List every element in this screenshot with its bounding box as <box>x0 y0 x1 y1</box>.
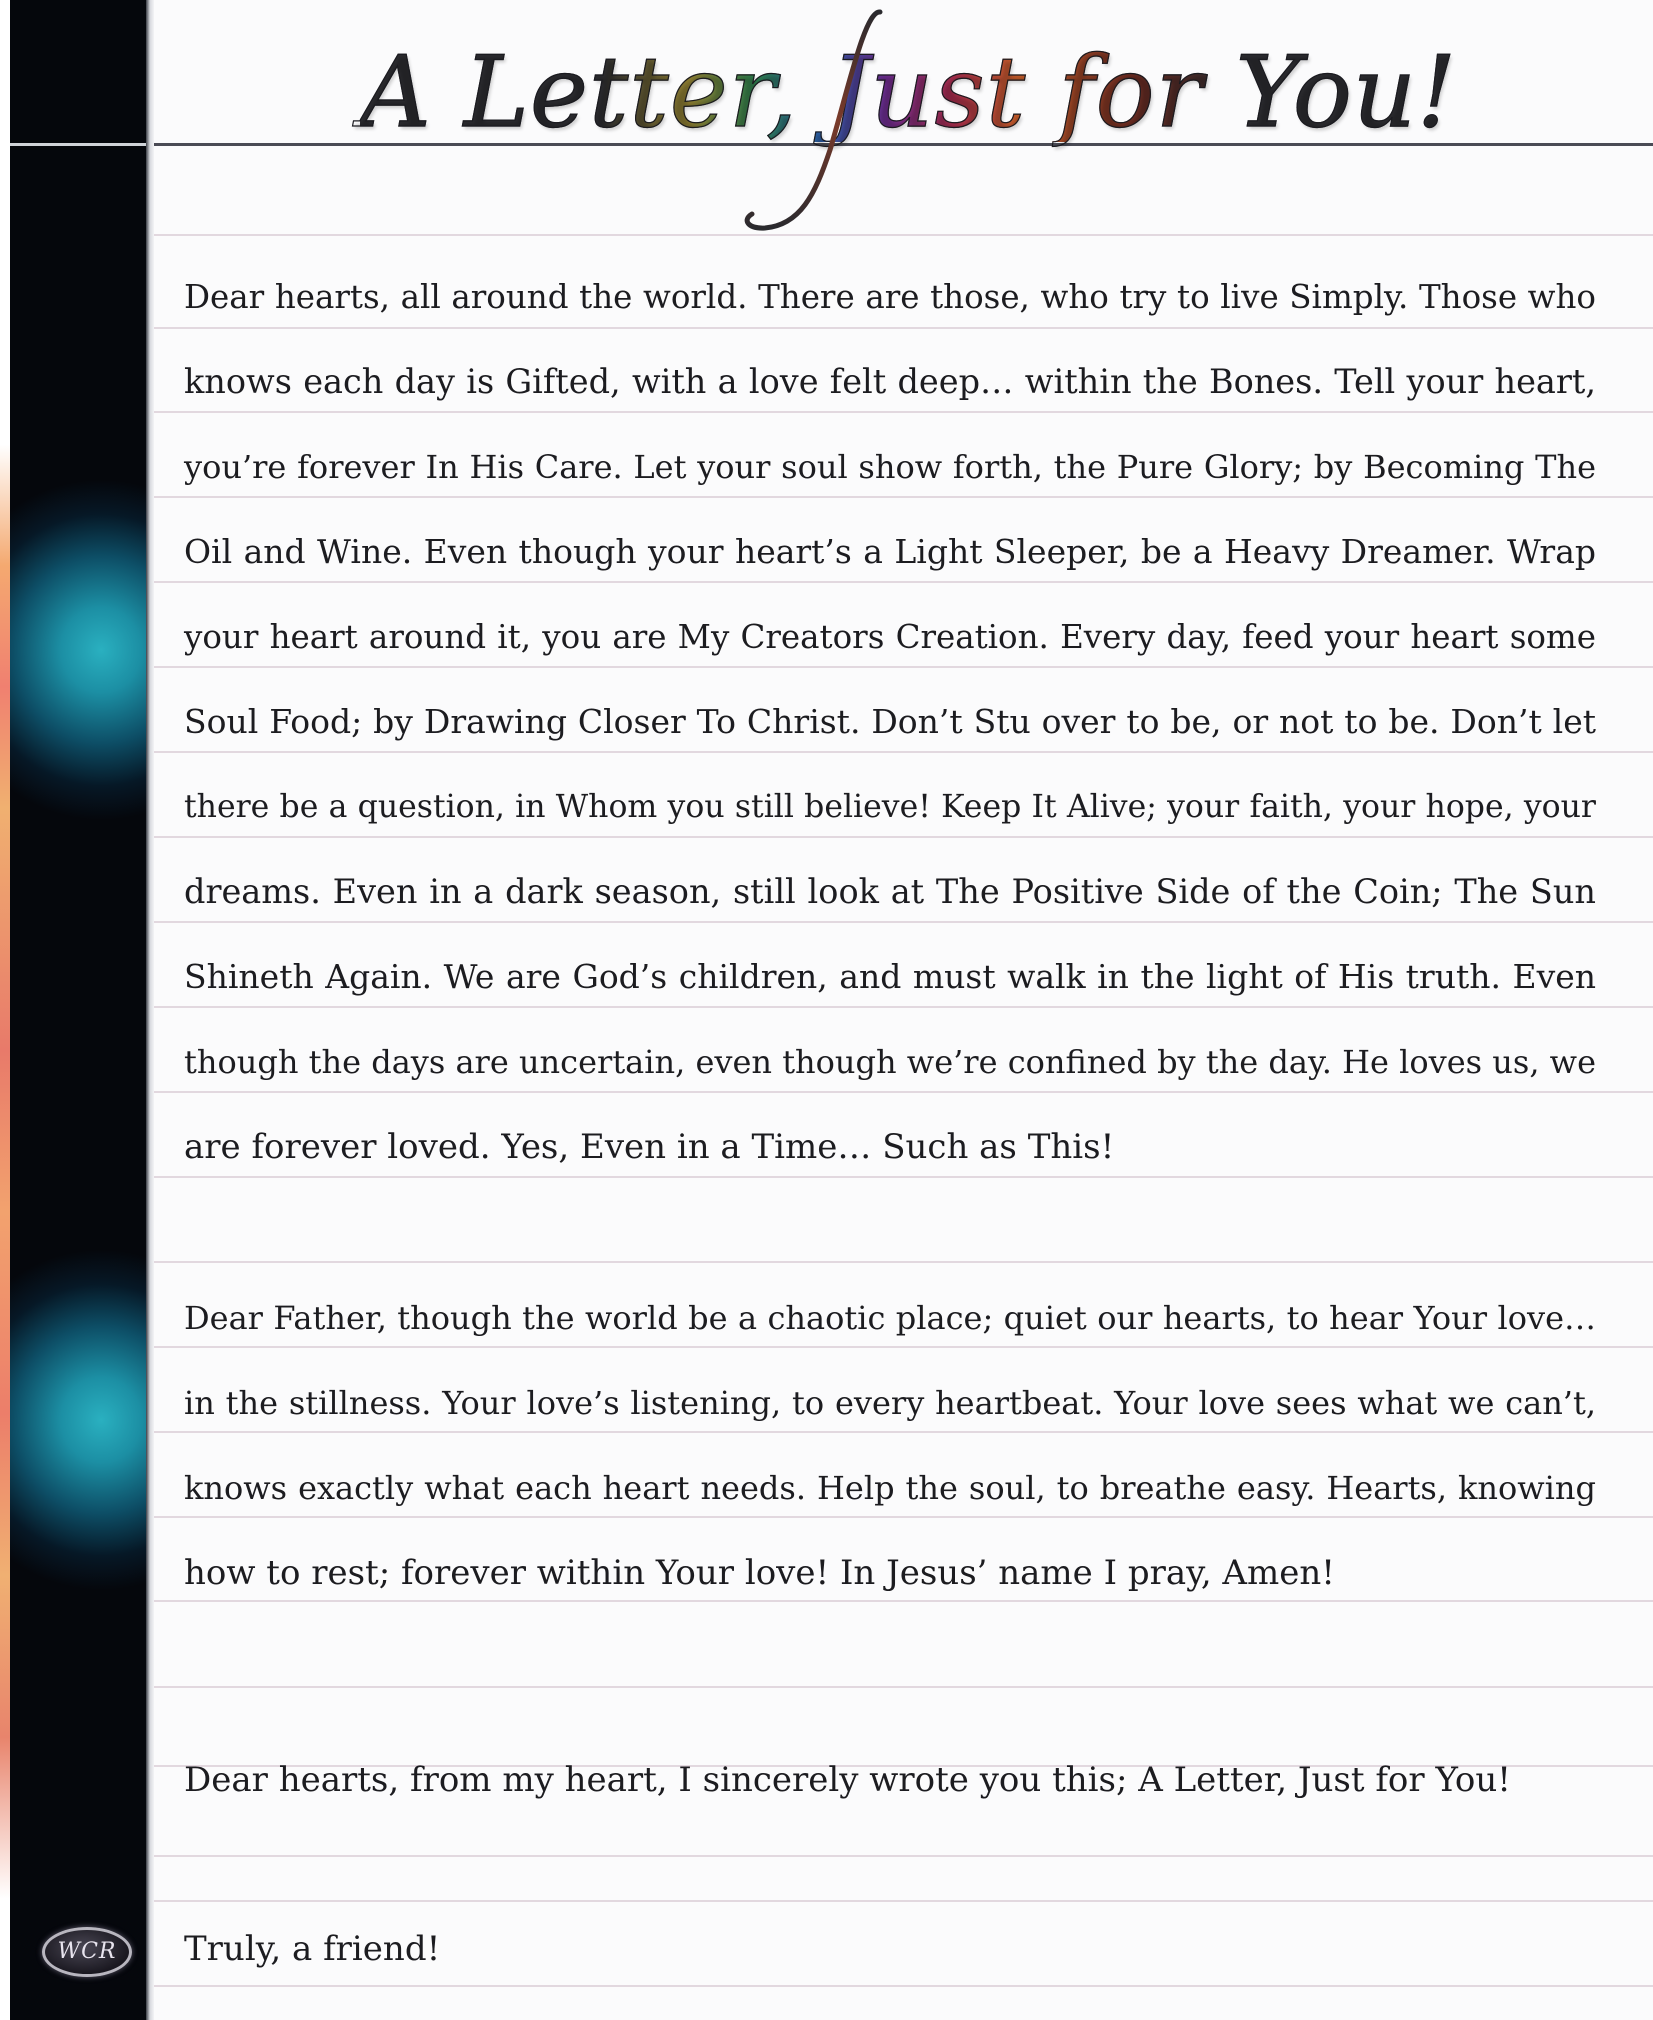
ruled-line <box>154 1686 1653 1688</box>
page-title: A Letter, Just for You! <box>360 36 1458 150</box>
ruled-line <box>154 1006 1653 1008</box>
ruled-line <box>154 496 1653 498</box>
closing-line: Dear hearts, from my heart, I sincerely wrote you this; A Letter, Just for You! <box>184 1760 1511 1800</box>
ruled-line <box>154 1346 1653 1348</box>
sidebar-rule <box>10 143 150 146</box>
ruled-line <box>154 1900 1653 1902</box>
ruled-line <box>154 666 1653 668</box>
letter-line: in the stillness. Your love’s listening, to every heartbeat. Your love sees what we can’t, <box>184 1384 1596 1422</box>
letter-line: Shineth Again. We are God’s children, and must walk in the light of His truth. Even <box>184 957 1596 996</box>
sidebar-teal-glow-top <box>10 470 150 830</box>
letter-line: how to rest; forever within Your love! In Jesus’ name I pray, Amen! <box>184 1553 1335 1593</box>
wcr-logo: WCR <box>42 1927 132 1977</box>
ruled-line <box>154 1176 1653 1178</box>
signature: Truly, a friend! <box>184 1929 441 1969</box>
ruled-line <box>154 1261 1653 1263</box>
letter-line: Dear hearts, all around the world. There are those, who try to live Simply. Those who <box>184 278 1596 316</box>
letter-line: Dear Father, though the world be a chaotic place; quiet our hearts, to hear Your love… <box>184 1299 1596 1337</box>
title-block <box>360 30 1458 230</box>
sidebar-teal-glow-bottom <box>10 1240 150 1600</box>
ruled-line <box>154 1985 1653 1987</box>
letter-line: your heart around it, you are My Creators Creation. Every day, feed your heart some <box>184 618 1596 656</box>
ruled-line <box>154 1091 1653 1093</box>
letter-line: Oil and Wine. Even though your heart’s a Light Sleeper, be a Heavy Dreamer. Wrap <box>184 532 1596 571</box>
letter-line: Soul Food; by Drawing Closer To Christ. Don’t Stu over to be, or not to be. Don’t let <box>184 702 1596 741</box>
dark-sidebar <box>10 0 150 2020</box>
ruled-line <box>154 411 1653 413</box>
letter-line: knows exactly what each heart needs. Help the soul, to breathe easy. Hearts, knowing <box>184 1469 1596 1507</box>
letter-line: you’re forever In His Care. Let your soul show forth, the Pure Glory; by Becoming The <box>184 448 1596 486</box>
ruled-line <box>154 836 1653 838</box>
ruled-line <box>154 1516 1653 1518</box>
ruled-line <box>154 234 1653 236</box>
ruled-line <box>154 327 1653 329</box>
rainbow-edge-strip <box>0 0 10 2020</box>
ruled-line <box>154 751 1653 753</box>
letter-line: dreams. Even in a dark season, still look at The Positive Side of the Coin; The Sun <box>184 872 1596 911</box>
ruled-line <box>154 921 1653 923</box>
ruled-line <box>154 1431 1653 1433</box>
ruled-line <box>154 581 1653 583</box>
letter-line: though the days are uncertain, even though we’re confined by the day. He loves us, we <box>184 1043 1596 1081</box>
ruled-line <box>154 1600 1653 1602</box>
sidebar-edge-highlight <box>146 0 154 2020</box>
letter-line: knows each day is Gifted, with a love felt deep… within the Bones. Tell your heart, <box>184 362 1596 401</box>
letter-line: there be a question, in Whom you still believe! Keep It Alive; your faith, your hope, your <box>184 789 1596 825</box>
ruled-line <box>154 1855 1653 1857</box>
title-flourish-icon <box>360 30 1360 230</box>
letter-line: are forever loved. Yes, Even in a Time… Such as This! <box>184 1127 1115 1167</box>
